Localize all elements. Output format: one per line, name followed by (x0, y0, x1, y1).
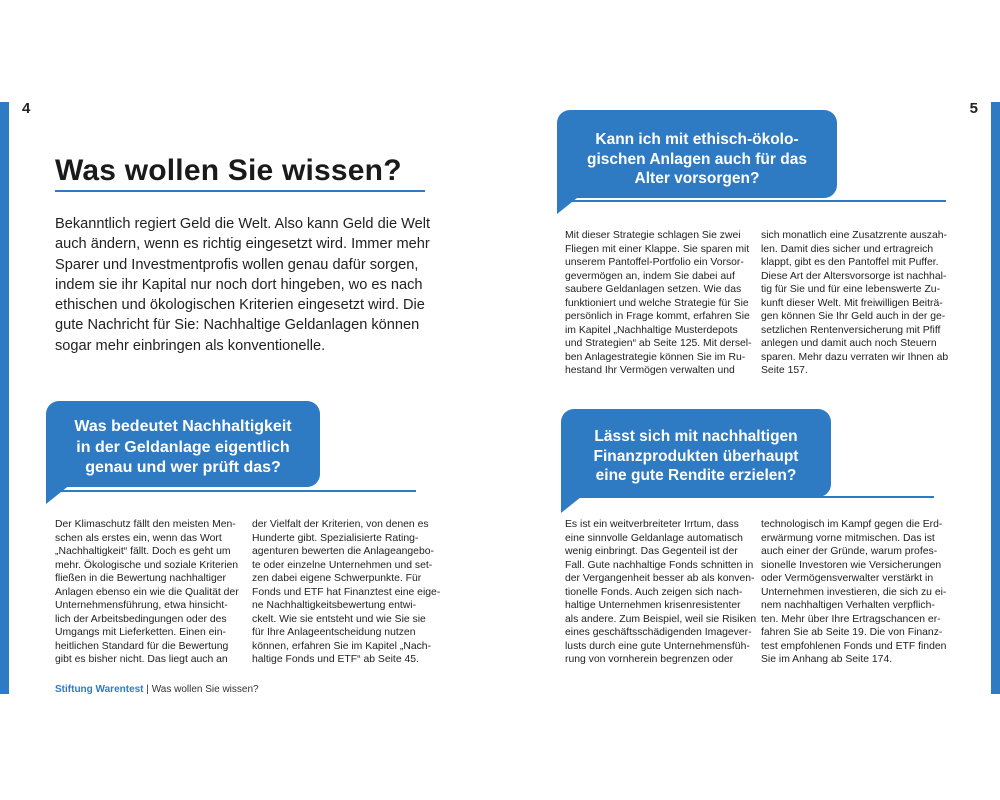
answer-column-left (565, 229, 751, 378)
text-line: Diese Art der Altersvorsorge ist nachhal- (761, 270, 947, 282)
text-line: und Strategien“ ab Seite 125. Mit dersel- (565, 338, 752, 349)
text-line: schen als erstes ein, wenn das Wort (55, 532, 222, 544)
question-line: genau und wer prüft das? (85, 459, 281, 476)
text-line: der Vergangenheit besser ab als konven- (565, 573, 755, 584)
answer-column-right (252, 518, 442, 667)
text-line: ckelt. Wie sie entsteht und wie Sie sie (252, 613, 426, 625)
answer-column-left (55, 518, 241, 667)
text-line: setzlichen Rentenversicherung mit Pfiff (761, 324, 941, 336)
text-line: sparen. Mehr dazu verraten wir Ihnen ab (761, 351, 949, 363)
intro-line: auch ändern, wenn es richtig eingesetzt wird. Immer mehr (55, 236, 430, 253)
question-line: Was bedeutet Nachhaltigkeit (74, 418, 292, 435)
text-line: sionelle Investoren wie Versicherungen (761, 559, 942, 571)
text-line: persönlich in Frage kommt, erfahren Sie (565, 311, 750, 322)
question-line: Kann ich mit ethisch-ökolo- (595, 131, 799, 148)
text-line: Fall. Gute nachhaltige Fonds schnitten in (565, 559, 754, 571)
text-line: gevermögen an, indem Sie dabei auf (565, 270, 735, 282)
text-line: test empfohlenen Fonds und ETF finden (761, 640, 947, 652)
text-line: Sie im Anhang ab Seite 174. (761, 654, 893, 665)
text-line: te oder einzelne Unternehmen und set- (252, 559, 433, 571)
left-edge-bar (0, 102, 9, 694)
text-line: Unternehmen investieren, die sich zu ei- (761, 586, 947, 598)
text-line: eine sinnvolle Geldanlage automatisch (565, 532, 743, 544)
text-line: wenig einbringt. Das Gegenteil ist der (565, 546, 738, 557)
question-line: Alter vorsorgen? (634, 170, 760, 187)
question-line: gischen Anlagen auch für das (587, 150, 807, 168)
text-line: saubere Geldanlagen setzen. Wie das (565, 284, 742, 295)
text-line: der Vielfalt der Kriterien, von denen es (252, 519, 429, 530)
text-line: als andere. Zum Beispiel, weil sie Risiken (565, 613, 757, 625)
title-underline (55, 190, 425, 192)
intro-line: indem sie ihr Kapital nur noch dort hingeben, wo es nach (55, 276, 423, 293)
text-line: funktioniert und welche Strategie für Sie (565, 297, 749, 309)
text-line: klappt, gibt es den Pantoffel mit Puffer. (761, 257, 939, 268)
intro-line: Bekanntlich regiert Geld die Welt. Also kann Geld die Welt (55, 216, 431, 232)
text-line: sich monatlich eine Zusatzrente auszah- (761, 230, 947, 241)
intro-line: gute Nachricht für Sie: Nachhaltige Geldanlagen können (55, 317, 420, 334)
text-line: zen dabei eigene Schwerpunkte. Für (252, 573, 422, 584)
bubble-tail-shape (557, 180, 589, 216)
question-bubble-retirement (557, 110, 837, 198)
text-line: anlegen und damit auch noch Steuern (761, 338, 937, 349)
text-line: im Kapitel „Nachhaltige Musterdepots (565, 324, 738, 336)
question-line: eine gute Rendite erzielen? (595, 467, 797, 484)
intro-line: Sparer und Investmentprofis wollen genau dafür sorgen, (55, 256, 419, 273)
text-line: hestand Ihr Vermögen verwalten und (565, 365, 735, 376)
text-line: „Nachhaltigkeit“ fällt. Doch es geht um (55, 546, 231, 557)
question-bubble-sustainability (46, 401, 320, 487)
text-line: tionelle Fonds. Auch zeigen sich nach- (565, 586, 743, 598)
text-line: nem nachhaltigen Verhalten verpflich- (761, 600, 935, 611)
text-line: kunft dieser Welt. Mit freiwilligen Beiträ- (761, 297, 943, 309)
text-line: agenturen bewerten die Anlageangebo- (252, 546, 434, 557)
text-line: eines geschäftsschädigenden Imagever- (565, 627, 752, 638)
question-underline (60, 490, 416, 492)
page-footer (55, 684, 259, 695)
bubble-tail-shape (46, 470, 78, 506)
intro-paragraph (55, 214, 433, 356)
page-title: Was wollen Sie wissen? (55, 154, 402, 187)
text-line: lich der Arbeitsbedingungen oder des (55, 613, 227, 625)
text-line: rung von vornherein begrenzen oder (565, 654, 734, 665)
text-line: auch einer der Gründe, warum profes- (761, 546, 938, 557)
text-line: können, erfahren Sie im Kapitel „Nach- (252, 640, 432, 652)
text-line: Mit dieser Strategie schlagen Sie zwei (565, 230, 741, 241)
text-line: Unternehmensführung, etwa hinsicht- (55, 600, 228, 611)
text-line: fahren Sie ab Seite 19. Die von Finanz- (761, 627, 943, 638)
text-line: oder Vermögensverwalter verstärkt in (761, 573, 934, 584)
page-number-left: 4 (22, 100, 31, 117)
right-edge-bar (991, 102, 1000, 694)
intro-line: sogar mehr einbringen als konventionelle. (55, 337, 326, 354)
question-bubble-returns (561, 409, 831, 497)
text-line: gen können Sie Ihr Geld auch in der ge- (761, 311, 946, 322)
intro-line: ethischen und ökologischen Kriterien eingesetzt wird. Die (55, 297, 425, 314)
text-line: haltige Fonds und ETF“ ab Seite 45. (252, 654, 419, 665)
text-line: Seite 157. (761, 365, 808, 376)
footer-section: Was wollen Sie wissen? (151, 684, 259, 695)
footer-brand: Stiftung Warentest (55, 684, 144, 695)
text-line: erwärmung vorne mitmischen. Das ist (761, 532, 935, 544)
question-underline (574, 496, 934, 498)
answer-column-right (761, 518, 955, 667)
text-line: lusts durch eine gute Unternehmensfüh- (565, 640, 750, 652)
text-line: unserem Pantoffel-Portfolio ein Vorsor- (565, 257, 744, 268)
text-line: ten. Mehr über Ihre Ertragschancen er- (761, 613, 941, 625)
question-line: in der Geldanlage eigentlich (76, 438, 290, 456)
question-underline (570, 200, 946, 202)
footer-separator: | (146, 684, 149, 695)
text-line: heitlichen Standard für die Bewertung (55, 640, 229, 652)
text-line: Es ist ein weitverbreiteter Irrtum, dass (565, 519, 739, 530)
text-line: ne Nachhaltigkeitsbewertung entwi- (252, 600, 417, 611)
text-line: haltige Unternehmen krisenresistenter (565, 600, 741, 611)
text-line: Fonds und ETF hat Finanztest eine eige- (252, 586, 441, 598)
page-number-right: 5 (969, 100, 978, 117)
question-line: Finanzprodukten überhaupt (593, 447, 799, 465)
text-line: Anlagen ebenso ein wie die Qualität der (55, 586, 239, 598)
text-line: ben Anlagestrategie können Sie im Ru- (565, 351, 746, 363)
question-line: Lässt sich mit nachhaltigen (594, 428, 798, 445)
text-line: Fliegen mit einer Klappe. Sie sparen mit (565, 243, 750, 255)
text-line: mehr. Ökologische und soziale Kriterien (55, 559, 239, 571)
text-line: Der Klimaschutz fällt den meisten Men- (55, 519, 236, 530)
answer-column-left (565, 518, 757, 667)
text-line: fließen in die Bewertung nachhaltiger (55, 573, 226, 584)
text-line: Umgangs mit Lieferketten. Einen ein- (55, 627, 226, 638)
text-line: tig für Sie und für eine lebenswerte Zu- (761, 284, 941, 295)
text-line: gibt es bisher nicht. Das liegt auch an (55, 654, 228, 665)
answer-column-right (761, 229, 955, 378)
text-line: für Ihre Anlageentscheidung nutzen (252, 627, 416, 638)
text-line: technologisch im Kampf gegen die Erd- (761, 519, 943, 530)
text-line: len. Damit dies sicher und ertragreich (761, 243, 934, 255)
text-line: Hunderte gibt. Spezialisierte Rating- (252, 532, 419, 544)
